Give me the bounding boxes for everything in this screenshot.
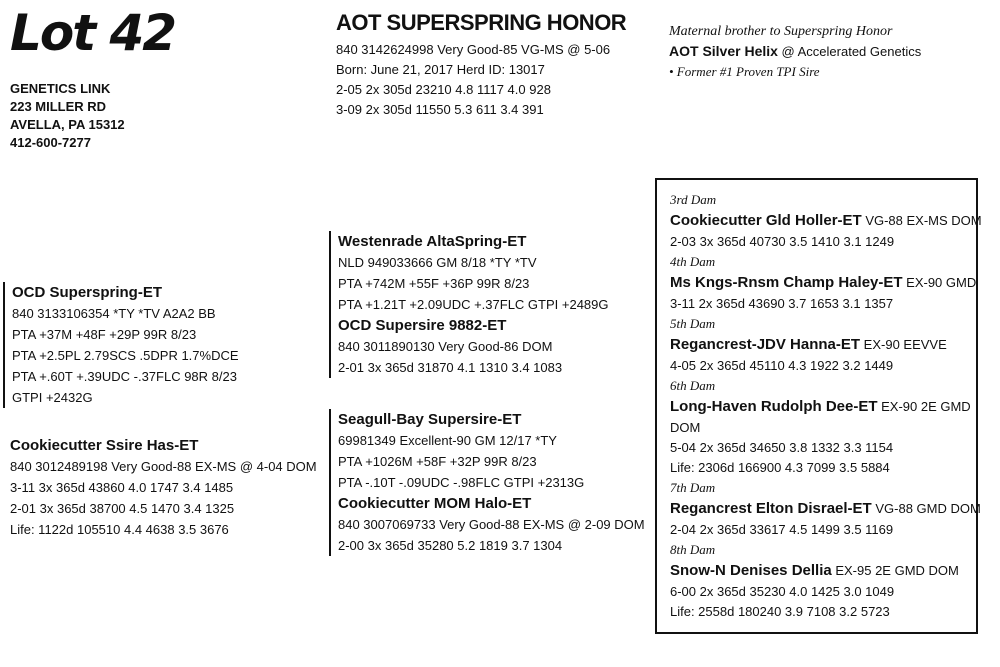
dam-label: 4th Dam (670, 254, 716, 269)
sire-sire-line: PTA +1.21T +2.09UDC +.37FLC GTPI +2489G (338, 297, 609, 312)
dam-entry-record: Life: 2306d 166900 4.3 7099 3.5 5884 (670, 460, 890, 475)
sire-dam-name: OCD Supersire 9882-ET (338, 317, 507, 334)
dam-entry-7 (670, 478, 981, 540)
dam-label: 7th Dam (670, 480, 716, 495)
sire-line: 840 3133106354 *TY *TV A2A2 BB (12, 306, 216, 321)
dam-line: 3-11 3x 365d 43860 4.0 1747 3.4 1485 (10, 480, 234, 495)
animal-id-line: 840 3142624998 Very Good-85 VG-MS @ 5-06 (336, 42, 611, 57)
note-sire (669, 41, 921, 62)
dam-entry-name: Regancrest-JDV Hanna-ET EX-90 EEVVE (670, 336, 947, 353)
dam-entry-6 (670, 376, 976, 478)
dam-name: Cookiecutter Ssire Has-ET (10, 437, 199, 454)
dam-sire-line: PTA +1026M +58F +32P 99R 8/23 (338, 454, 537, 469)
dam-entry-3 (670, 190, 982, 252)
animal-record: 2-05 2x 305d 23210 4.8 1117 4.0 928 (336, 82, 551, 97)
note-line: Maternal brother to Superspring Honor (669, 24, 893, 39)
dam-sire-line: 69981349 Excellent-90 GM 12/17 *TY (338, 433, 557, 448)
dam-dam-line: 2-00 3x 365d 35280 5.2 1819 3.7 1304 (338, 538, 563, 553)
dam-entry-name-cont: DOM (670, 420, 701, 435)
dam-entry-suffix: EX-90 2E GMD (877, 399, 971, 414)
consignor-name: GENETICS LINK (10, 81, 111, 96)
dam-line: Life: 1122d 105510 4.4 4638 3.5 3676 (10, 522, 229, 537)
note-block (669, 22, 921, 81)
sire-sire-name: Westenrade AltaSpring-ET (338, 233, 527, 250)
animal-header (336, 10, 626, 120)
dam-entry-record: 4-05 2x 365d 45110 4.3 1922 3.2 1449 (670, 358, 894, 373)
sire-block (3, 282, 239, 408)
dam-entry-record: 5-04 2x 365d 34650 3.8 1332 3.3 1154 (670, 440, 894, 455)
dam-line: 2-01 3x 365d 38700 4.5 1470 3.4 1325 (10, 501, 235, 516)
dam-entry-name: Ms Kngs-Rnsm Champ Haley-ET EX-90 GMD (670, 274, 977, 291)
sire-sire-line: PTA +742M +55F +36P 99R 8/23 (338, 276, 530, 291)
dam-entry-suffix: EX-95 2E GMD DOM (831, 563, 959, 578)
dam-entry-record: 2-04 2x 365d 33617 4.5 1499 3.5 1169 (670, 522, 894, 537)
consignor-city: AVELLA, PA 15312 (10, 117, 125, 132)
dam-entry-5 (670, 314, 976, 376)
dam-entry-suffix: VG-88 GMD DOM (871, 501, 981, 516)
dam-entry-8 (670, 540, 976, 622)
dam-sire-name: Seagull-Bay Supersire-ET (338, 411, 522, 428)
dam-label: 5th Dam (670, 316, 716, 331)
dam-label: 6th Dam (670, 378, 716, 393)
dam-parents-block (329, 409, 645, 556)
dam-dam-name: Cookiecutter MOM Halo-ET (338, 495, 532, 512)
dam-entry-name: Regancrest Elton Disrael-ET VG-88 GMD DOM (670, 500, 981, 517)
sire-line: PTA +.60T +.39UDC -.37FLC 98R 8/23 (12, 369, 237, 384)
dam-dam-line: 840 3007069733 Very Good-88 EX-MS @ 2-09 DOM (338, 517, 645, 532)
dam-entry-suffix: EX-90 GMD (902, 275, 977, 290)
dam-line: 840 3012489198 Very Good-88 EX-MS @ 4-04 DOM (10, 459, 317, 474)
sire-dam-line: 2-01 3x 365d 31870 4.1 1310 3.4 1083 (338, 360, 563, 375)
consignor-street: 223 MILLER RD (10, 99, 107, 114)
note-sire-name: AOT Silver Helix (669, 43, 778, 59)
maternal-line-box (655, 178, 982, 634)
dam-entry-suffix: VG-88 EX-MS DOM (861, 213, 982, 228)
dam-label: 8th Dam (670, 542, 716, 557)
sire-line: PTA +2.5PL 2.79SCS .5DPR 1.7%DCE (12, 348, 239, 363)
sire-parents-block (329, 231, 609, 378)
sire-dam-line: 840 3011890130 Very Good-86 DOM (338, 339, 553, 354)
animal-name: AOT SUPERSPRING HONOR (336, 10, 627, 35)
sire-sire-line: NLD 949033666 GM 8/18 *TY *TV (338, 255, 537, 270)
sire-line: PTA +37M +48F +29P 99R 8/23 (12, 327, 197, 342)
dam-entry-record: 2-03 3x 365d 40730 3.5 1410 3.1 1249 (670, 234, 895, 249)
consignor-phone: 412-600-7277 (10, 135, 91, 150)
animal-born-line: Born: June 21, 2017 Herd ID: 13017 (336, 62, 545, 77)
dam-entry-record: Life: 2558d 180240 3.9 7108 3.2 5723 (670, 604, 890, 619)
dam-block (10, 435, 317, 540)
dam-sire-line: PTA -.10T -.09UDC -.98FLC GTPI +2313G (338, 475, 585, 490)
dam-entry-record: 3-11 2x 365d 43690 3.7 1653 3.1 1357 (670, 296, 894, 311)
dam-entry-name: Long-Haven Rudolph Dee-ET EX-90 2E GMD (670, 398, 971, 415)
dam-entry-4 (670, 252, 976, 314)
dam-label: 3rd Dam (670, 192, 717, 207)
dam-entry-name: Cookiecutter Gld Holler-ET VG-88 EX-MS DOM (670, 212, 982, 229)
dam-entry-name: Snow-N Denises Dellia EX-95 2E GMD DOM (670, 562, 959, 579)
dam-entry-record: 6-00 2x 365d 35230 4.0 1425 3.0 1049 (670, 584, 895, 599)
note-sire-suffix: @ Accelerated Genetics (777, 44, 922, 59)
animal-record: 3-09 2x 305d 11550 5.3 611 3.4 391 (336, 102, 544, 117)
dam-entry-suffix: EX-90 EEVVE (860, 337, 947, 352)
note-line: • Former #1 Proven TPI Sire (669, 64, 820, 79)
consignor-address (10, 80, 125, 152)
sire-line: GTPI +2432G (12, 390, 93, 405)
sire-name: OCD Superspring-ET (12, 284, 163, 301)
lot-number: Lot 42 (10, 4, 176, 62)
